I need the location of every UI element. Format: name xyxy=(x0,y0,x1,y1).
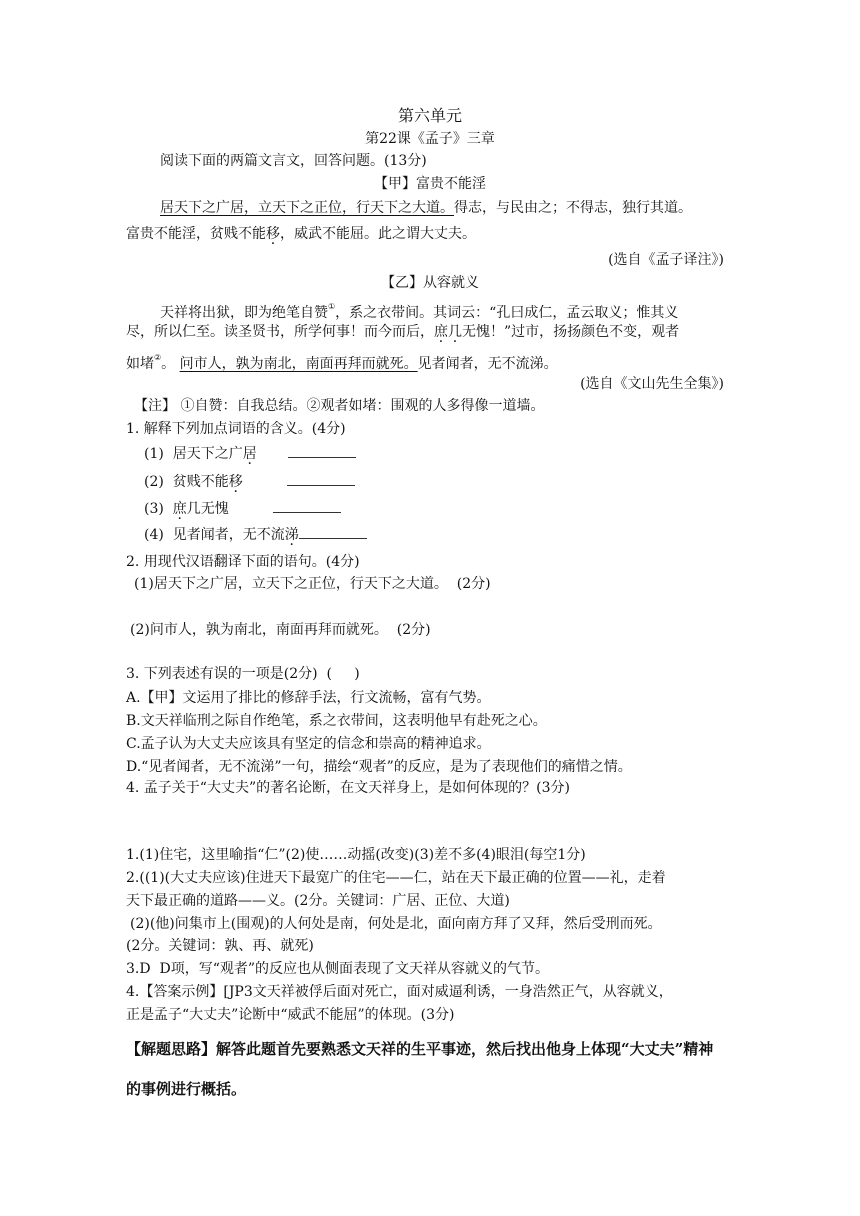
answer-blank[interactable] xyxy=(288,443,356,458)
question-4: 4. 孟子关于“大丈夫”的著名论断，在文天祥身上，是如何体现的？(3分) xyxy=(126,780,570,796)
analysis-line-2: 的事例进行概括。 xyxy=(126,1080,247,1098)
footnote-mark-2: ② xyxy=(154,353,162,362)
q3-option-d: D.“见者闻者，无不流涕”一句，描绘“观者”的反应，是为了表现他们的痛惜之情。 xyxy=(126,759,632,775)
passage-b-line-2: 尽，所以仁至。读圣贤书，所学何事！而今而后，庶几无愧！”过市，扬扬颜色不变，观者 xyxy=(126,324,680,340)
passage-b-underlined: 问市人，孰为南北，南面再拜而就死。 xyxy=(179,356,418,372)
instruction: 阅读下面的两篇文言文，回答问题。(13分) xyxy=(160,153,427,169)
passage-a-line-2: 富贵不能淫，贫贱不能移，威武不能屈。此之谓大丈夫。 xyxy=(126,226,476,242)
answer-line: 2.((1)(大丈夫应该)住进天下最宽广的住宅——仁，站在天下最正确的位置——礼，走着 xyxy=(126,870,666,886)
passage-a-title: 【甲】富贵不能淫 xyxy=(374,176,486,192)
q1-item-3: (3) 庶几无愧 xyxy=(144,498,341,519)
analysis-line-1: 【解题思路】解答此题首先要熟悉文天祥的生平事迹，然后找出他身上体现“大丈夫”精神 xyxy=(126,1040,714,1058)
q3-option-b: B.文天祥临刑之际自作绝笔，系之衣带间，这表明他早有赴死之心。 xyxy=(126,713,547,729)
unit-title: 第六单元 xyxy=(397,106,462,125)
q2-item-1: (1)居天下之广居，立天下之正位，行天下之大道。 (2分) xyxy=(134,576,491,592)
answer-line: 1.(1)住宅，这里喻指“仁”(2)使……动摇(改变)(3)差不多(4)眼泪(每空1分) xyxy=(126,847,586,863)
q3-option-a: A.【甲】文运用了排比的修辞手法，行文流畅，富有气势。 xyxy=(126,690,491,706)
q2-item-2: (2)问市人，孰为南北，南面再拜而就死。 (2分) xyxy=(130,622,431,638)
passage-b-line-1: 天祥将出狱，即为绝笔自赞①，系之衣带间。其词云：“孔曰成仁，孟云取义；惟其义 xyxy=(160,302,679,321)
q3-option-c: C.孟子认为大丈夫应该具有坚定的信念和崇高的精神追求。 xyxy=(126,736,491,752)
passage-a-line-1: 居天下之广居，立天下之正位，行天下之大道。得志，与民由之；不得志，独行其道。 xyxy=(160,200,692,216)
lesson-title: 第22课《孟子》三章 xyxy=(365,131,495,147)
q1-item-2: (2) 贫贱不能移 xyxy=(144,471,355,492)
passage-a-underlined: 居天下之广居，立天下之正位，行天下之大道。 xyxy=(160,200,454,216)
answer-line: 3.D D项，写“观者”的反应也从侧面表现了文天祥从容就义的气节。 xyxy=(126,961,550,977)
answer-line: (2)(他)问集市上(围观)的人何处是南，何处是北，面向南方拜了又拜，然后受刑而死。 xyxy=(130,916,662,932)
answer-blank[interactable] xyxy=(273,498,341,513)
question-3: 3. 下列表述有误的一项是(2分) ( ) xyxy=(126,666,360,682)
question-1: 1. 解释下列加点词语的含义。(4分) xyxy=(126,421,346,437)
answer-blank[interactable] xyxy=(299,524,367,539)
answer-line: 4.【答案示例】[JP3文天祥被俘后面对死亡，面对威逼利诱，一身浩然正气，从容就义， xyxy=(126,984,673,1000)
passage-b-title: 【乙】从容就义 xyxy=(381,275,479,291)
passage-b-source: (选自《文山先生全集》) xyxy=(580,376,724,392)
question-2: 2. 用现代汉语翻译下面的语句。(4分) xyxy=(126,554,360,570)
answer-line: 天下最正确的道路——义。(2分。关键词：广居、正位、大道) xyxy=(126,893,510,909)
dotted-char: 移 xyxy=(266,226,280,242)
q1-item-4: (4) 见者闻者，无不流涕 xyxy=(144,524,367,545)
answer-line: (2分。关键词：孰、再、就死) xyxy=(126,938,314,954)
passage-a-source: (选自《孟子译注》) xyxy=(608,252,724,268)
notes: 【注】 ①自赞：自我总结。②观者如堵：围观的人多得像一道墙。 xyxy=(134,398,545,414)
answer-blank[interactable] xyxy=(287,471,355,486)
passage-b-line-3: 如堵②。 问市人，孰为南北，南面再拜而就死。见者闻者，无不流涕。 xyxy=(126,353,558,372)
footnote-mark-1: ① xyxy=(328,302,336,311)
answer-line: 正是孟子“大丈夫”论断中“威武不能屈”的体现。(3分) xyxy=(126,1007,455,1023)
dotted-char: 几 xyxy=(448,324,462,340)
dotted-char: 庶 xyxy=(434,324,448,340)
q1-item-1: (1) 居天下之广居 xyxy=(144,443,356,464)
